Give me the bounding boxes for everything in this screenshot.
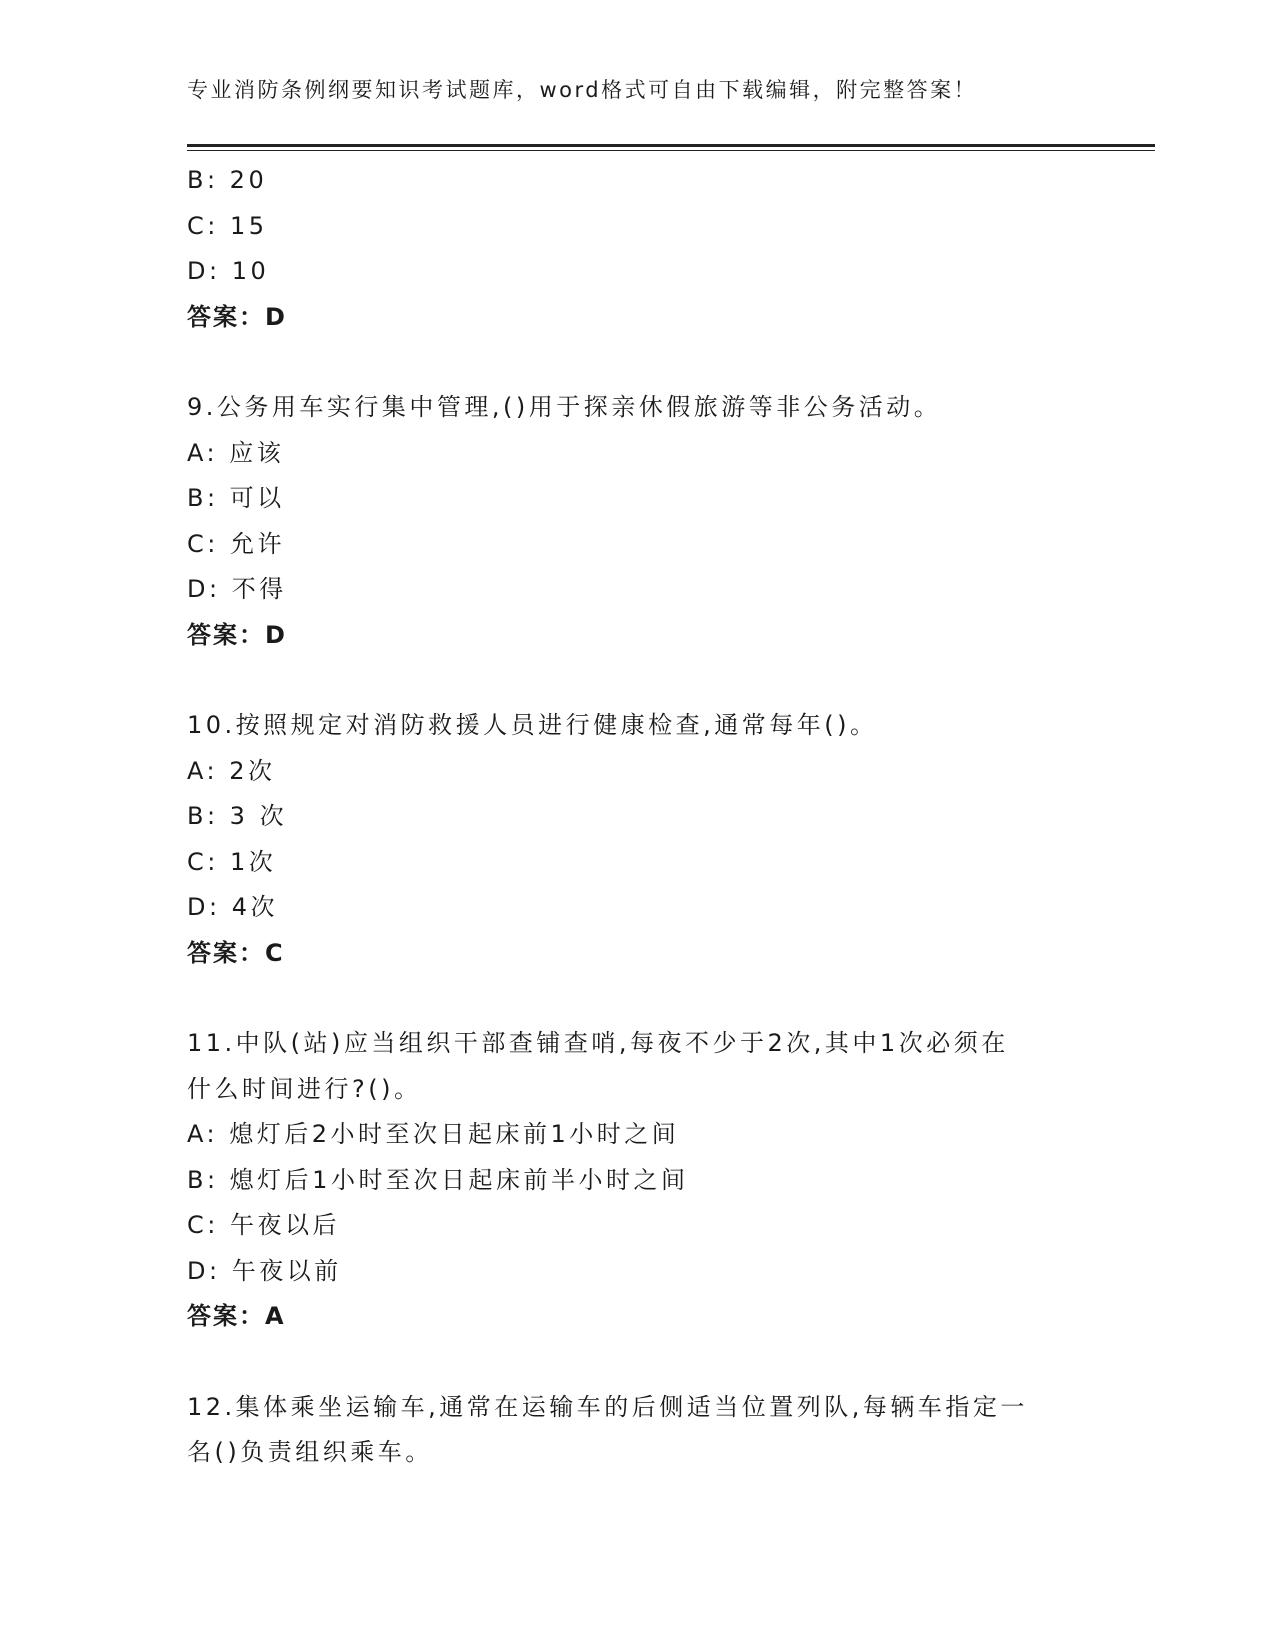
question-list [187,158,1087,1476]
page-header: 专业消防条例纲要知识考试题库，word格式可自由下载编辑，附完整答案！ [187,78,978,102]
option-d: D: 不得 [187,575,287,603]
answer-line: 答案：D [187,620,287,649]
option-d: D: 10 [187,257,270,285]
question-stem: 9.公务用车实行集中管理,()用于探亲休假旅游等非公务活动。 [187,393,942,421]
question-9 [187,385,1087,658]
option-b: B: 3 次 [187,802,288,830]
option-c: C: 1次 [187,847,277,876]
question-stem: 11.中队(站)应当组织干部查铺查哨,每夜不少于2次,其中1次必须在 [187,1029,1009,1057]
option-b: B: 可以 [187,484,285,512]
question-stem-continued: 名()负责组织乘车。 [187,1438,433,1466]
option-b: B: 熄灯后1小时至次日起床前半小时之间 [187,1165,689,1194]
option-c: C: 午夜以后 [187,1211,340,1239]
option-c: C: 允许 [187,529,285,558]
question-stem: 10.按照规定对消防救援人员进行健康检查,通常每年()。 [187,711,878,739]
question-stem-continued: 什么时间进行?()。 [187,1074,422,1103]
question-stem: 12.集体乘坐运输车,通常在运输车的后侧适当位置列队,每辆车指定一 [187,1392,1028,1421]
option-c: C: 15 [187,211,268,240]
option-a: A: 应该 [187,438,285,467]
option-b: B: 20 [187,166,268,194]
option-d: D: 午夜以前 [187,1256,342,1285]
header-divider [187,144,1155,151]
question-12 [187,1385,1087,1476]
question-10 [187,703,1087,976]
option-d: D: 4次 [187,893,278,921]
answer-line: 答案：A [187,1302,286,1330]
answer-line: 答案：D [187,302,287,331]
option-a: A: 熄灯后2小时至次日起床前1小时之间 [187,1120,680,1148]
option-a: A: 2次 [187,756,276,785]
question-11 [187,1021,1087,1340]
answer-line: 答案：C [187,938,285,967]
question-8-continued [187,158,1087,340]
